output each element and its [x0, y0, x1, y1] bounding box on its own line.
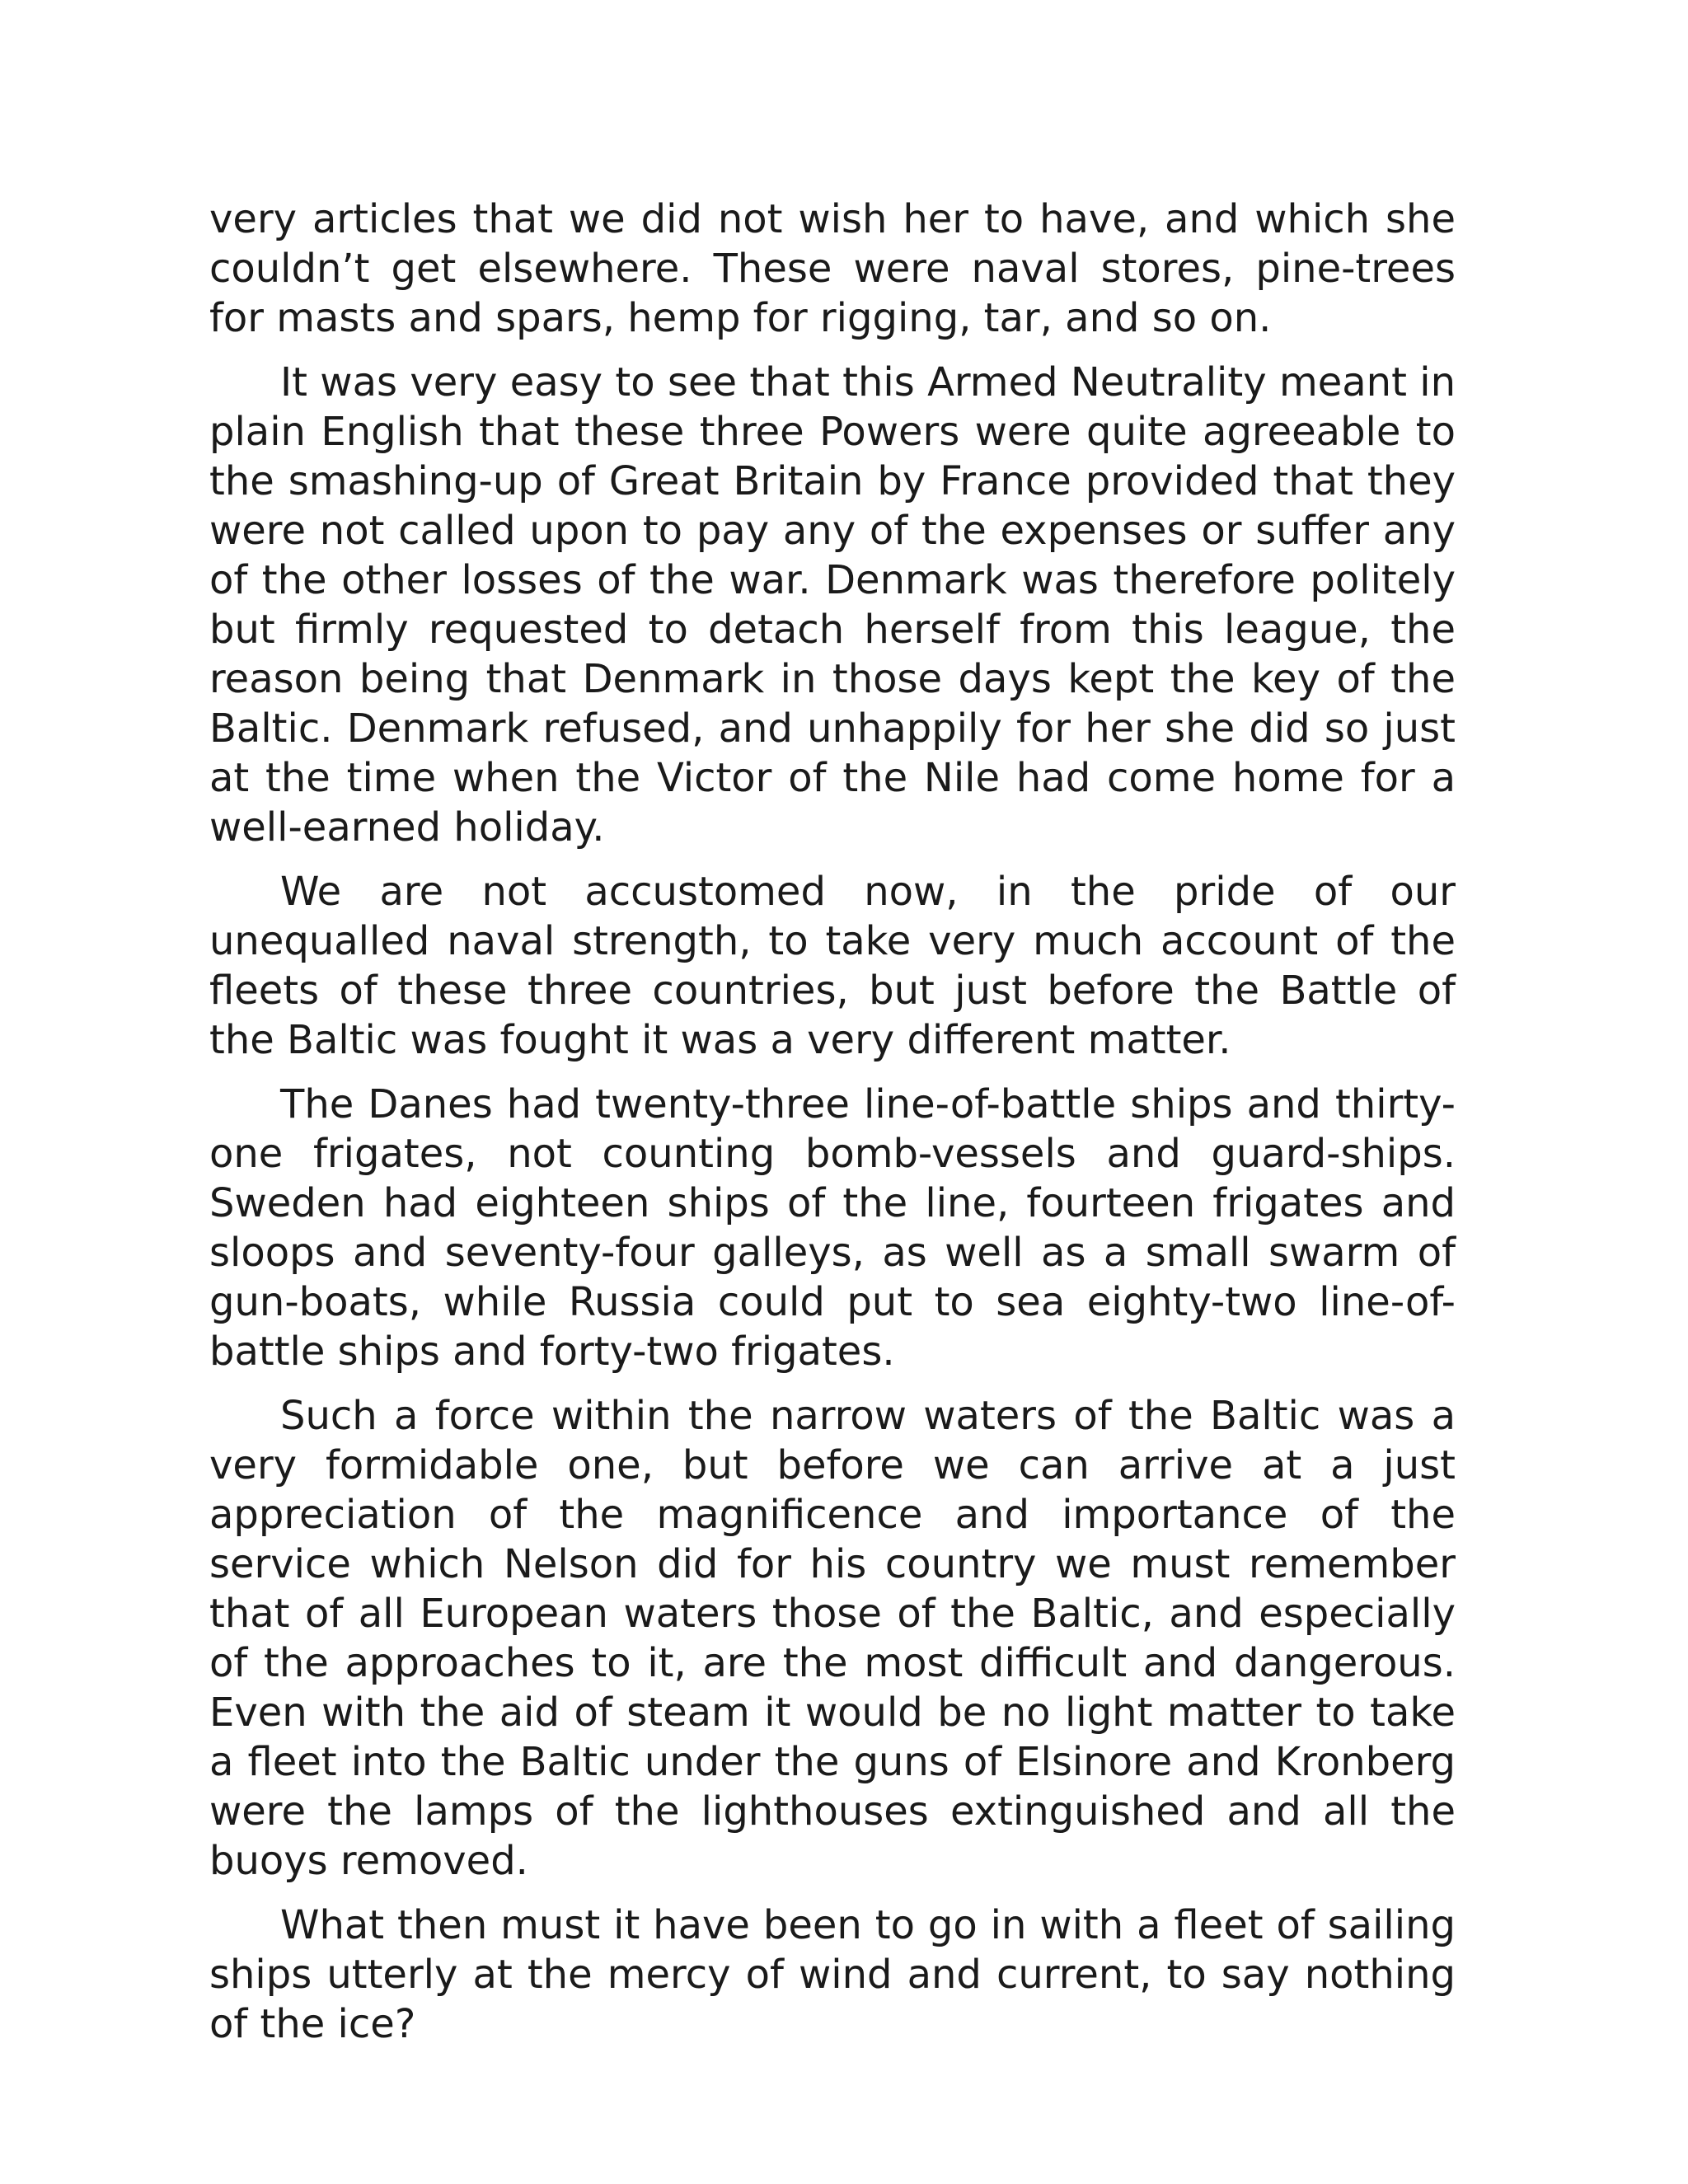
paragraph-2: It was very easy to see that this Armed Neutrality meant in plain English that these three Powers were quite agreeable to the smashing-up of Great Britain by France provided that they were not called upon to pay any of the expenses or suffer any of the other losses of the war. Denmark was therefore politely but firmly requested to detach herself from this league, the reason being that Denmark in those days kept the key of the Baltic. Denmark refused, and unhappily for her she did so just at the time when the Victor of the Nile had come home for a well-earned holiday.	[209, 359, 1456, 851]
paragraph-5: Such a force within the narrow waters of the Baltic was a very formidable one, but before we can arrive at a just appreciation of the magnificence and importance of the service which Nelson did for his country we must remember that of all European waters those of the Baltic, and especially of the approaches to it, are the most difficult and dangerous. Even with the aid of steam it would be no light matter to take a fleet into the Baltic under the guns of Elsinore and Kronberg were the lamps of the lighthouses extinguished and all the buoys removed.	[209, 1393, 1456, 1884]
paragraph-3: We are not accustomed now, in the pride of our unequalled naval strength, to take very much account of the fleets of these three countries, but just before the Battle of the Baltic was fought it was a very different matter.	[209, 869, 1456, 1063]
paragraph-6: What then must it have been to go in with a fleet of sailing ships utterly at the mercy of wind and current, to say nothing of the ice?	[209, 1902, 1456, 2047]
paragraph-4: The Danes had twenty-three line-of-battle ships and thirty-one frigates, not counting bomb-vessels and guard-ships. Sweden had eighteen ships of the line, fourteen frigates and sloops and seventy-four galleys, as well as a small swarm of gun-boats, while Russia could put to sea eighty-two line-of-battle ships and forty-two frigates.	[209, 1081, 1456, 1375]
paragraph-1: very articles that we did not wish her to have, and which she couldn’t get elsewhere. These were naval stores, pine-trees for masts and spars, hemp for rigging, tar, and so on.	[209, 196, 1456, 341]
page-body	[209, 194, 1456, 2064]
